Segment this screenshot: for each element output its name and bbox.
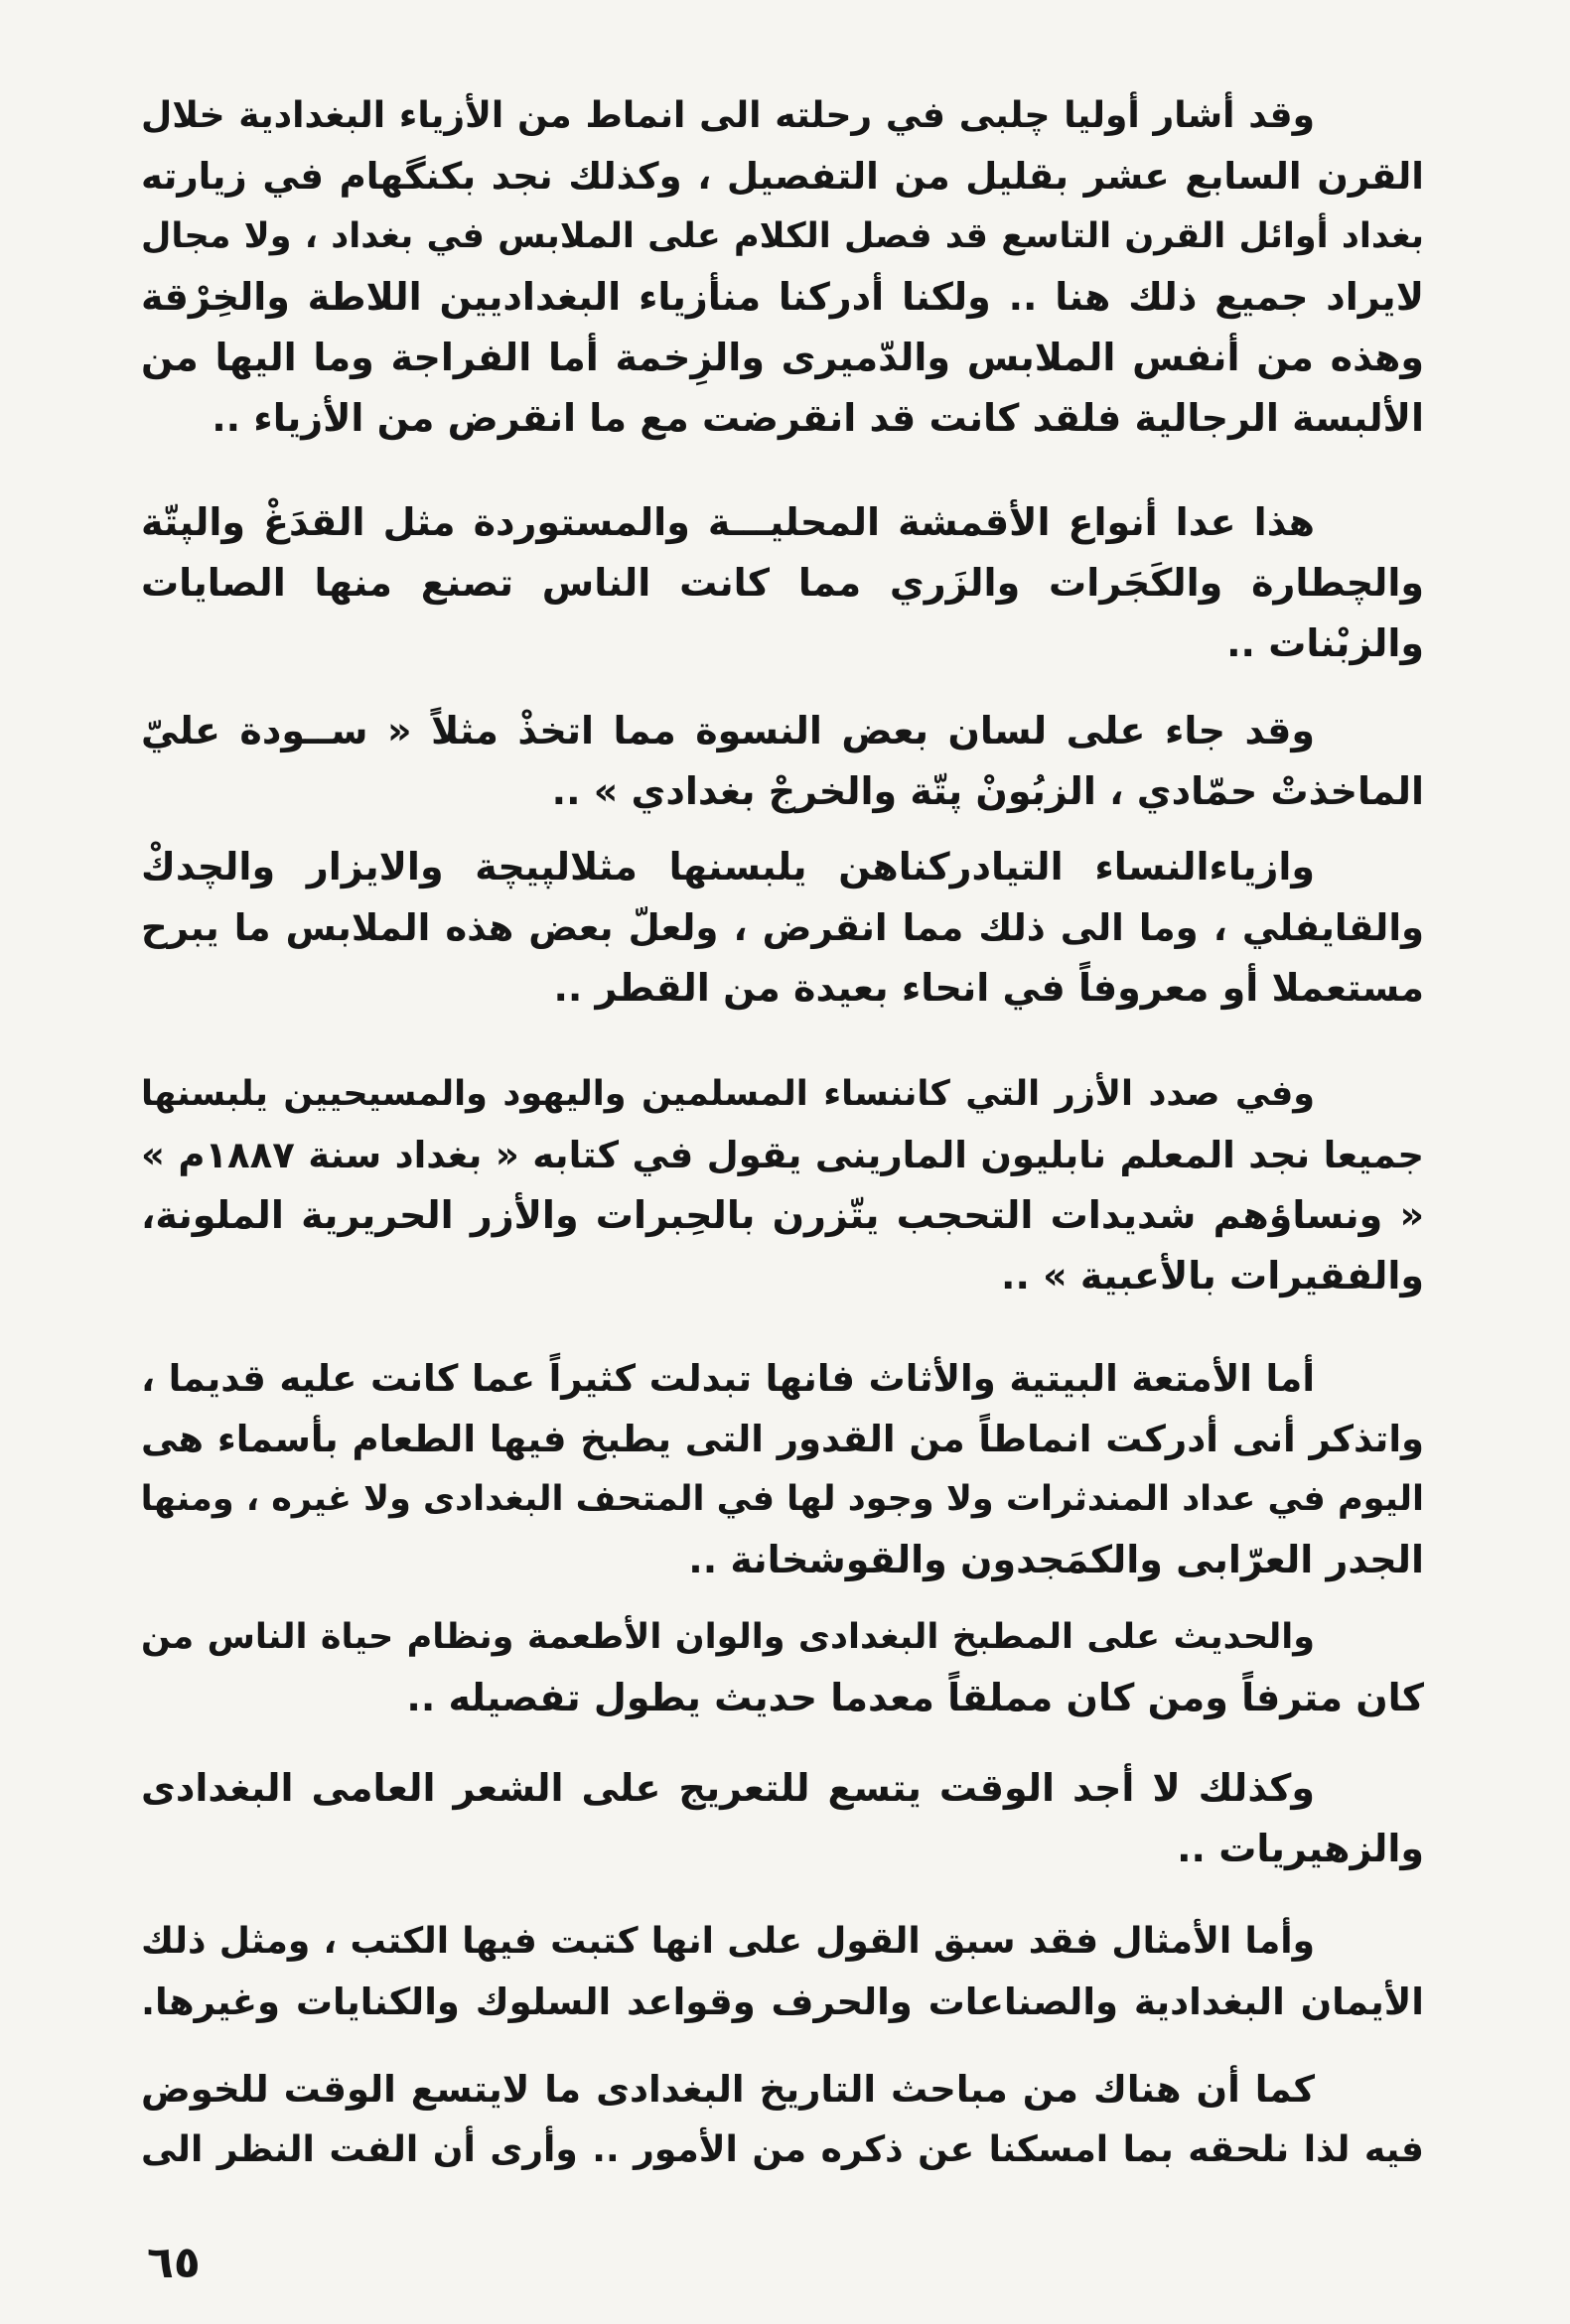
paragraph [141, 85, 1424, 449]
text-line: وهذه من أنفس الملابس والدّميرى والزِخمة أما الفراجة وما اليها من [141, 336, 1424, 379]
text-line: الألبسة الرجالية فلقد كانت قد انقرضت مع ما انقرض من الأزياء .. [212, 396, 1424, 440]
text-line: كان مترفاً ومن كان مملقاً معدما حديث يطول تفصيله .. [406, 1676, 1424, 1719]
paragraph [141, 1348, 1424, 1590]
text-line: والزبْنات .. [1226, 621, 1424, 665]
text-line: القرن السابع عشر بقليل من التفصيل ، وكذلك نجد بكنگهام في زيارته [141, 155, 1424, 198]
text-line: أما الأمتعة البيتية والأثاث فانها تبدلت كثيراً عما كانت عليه قديما ، [141, 1357, 1315, 1400]
paragraph [141, 1607, 1424, 1728]
text-line: الأيمان البغدادية والصناعات والحرف وقواعد السلوك والكنايات وغيرها. [141, 1981, 1424, 2023]
text-line: وقد أشار أوليا چلبى في رحلته الى انماط من الأزياء البغدادية خلال [141, 95, 1315, 136]
text-line: فيه لذا نلحقه بما امسكنا عن ذكره من الأمور .. وأرى أن الفت النظر الى [141, 2129, 1424, 2170]
paragraph [141, 1911, 1424, 2032]
text-line: الجدر العرّابى والكمَجدون والقوشخانة .. [688, 1538, 1424, 1581]
text-line: والحديث على المطبخ البغدادى والوان الأطعمة ونظام حياة الناس من [141, 1617, 1315, 1657]
paragraph [141, 701, 1424, 822]
text-line: « ونساؤهم شديدات التحجب يتّزرن بالحِبرات والأزر الحريرية الملونة، [141, 1193, 1424, 1237]
text-line: جميعا نجد المعلم نابليون المارينى يقول في كتابه « بغداد سنة ١٨٨٧م » [141, 1134, 1424, 1176]
text-line: لايراد جميع ذلك هنا .. ولكنا أدركنا منأزياء البغداديين اللاطة والخِرْقة [141, 275, 1424, 319]
text-line: وقد جاء على لسان بعض النسوة مما اتخذْ مثلاً « ســودة عليّ [141, 709, 1315, 752]
text-line: والقايفلي ، وما الى ذلك مما انقرض ، ولعلّ بعض هذه الملابس ما يبرح [141, 906, 1424, 949]
text-line: والزهيريات .. [1177, 1827, 1424, 1870]
text-line: مستعملا أو معروفاً في انحاء بعيدة من القطر .. [553, 966, 1424, 1010]
text-line: الماخذتْ حمّادي ، الزبُونْ پتّة والخرجْ بغدادي » .. [551, 769, 1424, 813]
text-line: كما أن هناك من مباحث التاريخ البغدادى ما لايتسع الوقت للخوض [141, 2068, 1315, 2111]
paragraph [141, 1758, 1424, 1879]
text-line: بغداد أوائل القرن التاسع قد فصل الكلام على الملابس في بغداد ، ولا مجال [141, 216, 1424, 256]
paragraph [141, 837, 1424, 1019]
text-line: وأما الأمثال فقد سبق القول على انها كتبت فيها الكتب ، ومثل ذلك [141, 1921, 1315, 1962]
paragraph [141, 1064, 1424, 1306]
page-number: ٦٥ [147, 2238, 201, 2288]
text-line: هذا عدا أنواع الأقمشة المحليـــة والمستوردة مثل القدَغْ والپتّة [141, 500, 1315, 544]
text-line: واتذكر أنى أدركت انماطاً من القدور التى يطبخ فيها الطعام بأسماء هى [141, 1418, 1424, 1460]
paragraph [141, 2059, 1424, 2180]
paragraph [141, 492, 1424, 674]
text-line: اليوم في عداد المندثرات ولا وجود لها في المتحف البغدادى ولا غيره ، ومنها [140, 1479, 1424, 1519]
text-line: وكذلك لا أجد الوقت يتسع للتعريج على الشعر العامى البغدادى [141, 1766, 1315, 1810]
text-line: وفي صدد الأزر التي كاننساء المسلمين واليهود والمسيحيين يلبسنها [141, 1074, 1315, 1114]
text-line: والفقيرات بالأعبية » .. [1001, 1254, 1424, 1298]
body-text [141, 0, 1424, 2324]
text-line: والچطارة والكَجَرات والزَري مما كانت الناس تصنع منها الصايات [141, 561, 1424, 605]
text-line: وازياءالنساء التيادركناهن يلبسنها مثلالپيچة والايزار والچدكْ [141, 845, 1315, 889]
